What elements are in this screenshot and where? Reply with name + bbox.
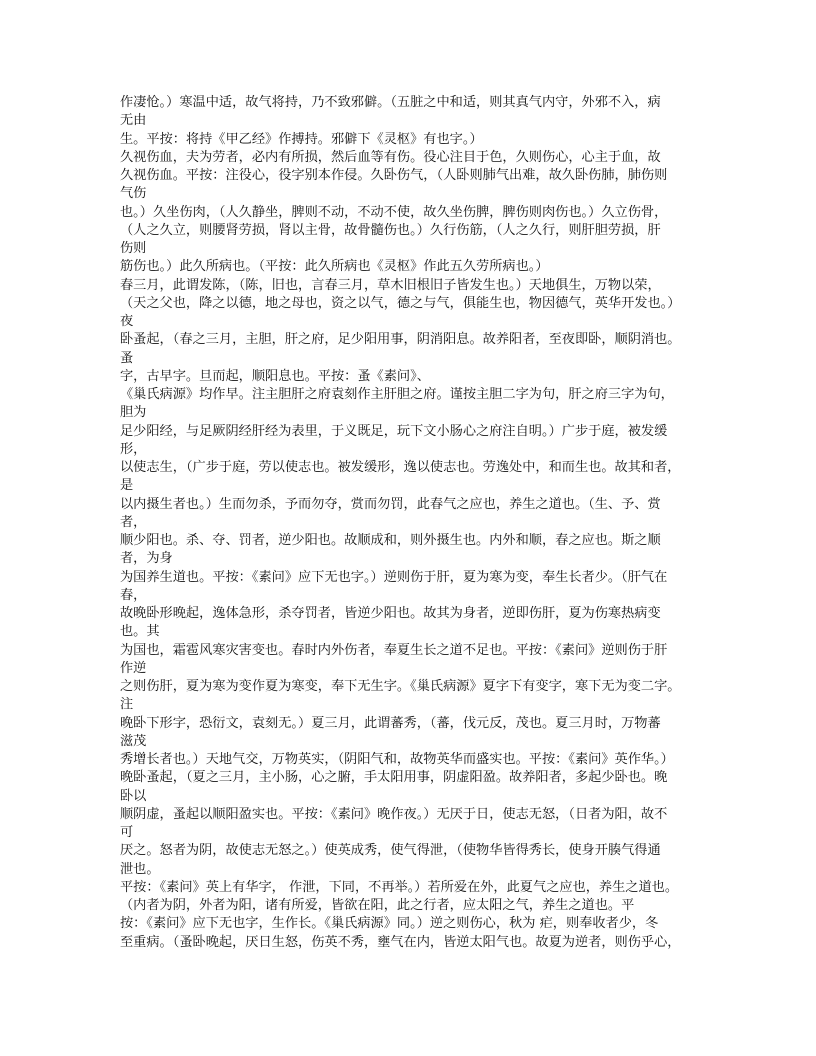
text-line: 春三月，此谓发陈，（陈，旧也，言春三月，草木旧根旧子皆发生也。）天地俱生，万物以荣， xyxy=(120,277,661,293)
text-line: 气伤 xyxy=(120,186,147,202)
text-line: 作凄怆。）寒温中适，故气将持，乃不致邪僻。（五脏之中和适，则其真气内守，外邪不入，病 xyxy=(120,95,661,110)
text-line: 故晚卧形晚起，逸体急形，杀夺罚者，皆逆少阳也。故其为身者，逆即伤肝，夏为伤寒热病变 xyxy=(120,606,661,621)
text-line: 者， xyxy=(120,514,147,530)
text-line: 夜 xyxy=(120,314,134,329)
text-line: 晚卧蚤起，（夏之三月，主小肠，心之腑，手太阳用事，阴虚阳盈。故养阳者，多起少卧也。晚 xyxy=(120,770,668,786)
text-line: 也。）久坐伤肉，（人久静坐，脾则不动，不动不使，故久坐伤脾，脾伤则肉伤也。）久立伤骨， xyxy=(120,204,668,220)
text-line: （内者为阴，外者为阳，诸有所爱，皆欲在阳，此之行者，应太阳之气，养生之道也。平 xyxy=(120,898,635,913)
text-line: 泄也。 xyxy=(120,861,160,877)
text-line: 秀增长者也。）天地气交，万物英实，（阴阳气和，故物英华而盛实也。平按：《素问》英作华。） xyxy=(120,752,674,767)
text-line: 以内摄生者也。）生而勿杀，予而勿夺，赏而勿罚，此春气之应也，养生之道也。（生、予、赏 xyxy=(120,496,661,512)
text-line: 字，古早字。旦而起，顺阳息也。平按：蚤《素问》、 xyxy=(120,368,430,384)
text-line: 无由 xyxy=(120,113,147,129)
text-line: 卧蚤起，（春之三月，主胆，肝之府，足少阳用事，阴消阳息。故养阳者，至夜即卧，顺阴消也。 xyxy=(120,332,681,348)
text-line: （天之父也，降之以德，地之母也，资之以气，德之与气，俱能生也，物因德气，英华开发也。） xyxy=(120,295,681,311)
text-line: 足少阳经，与足厥阴经肝经为表里，于义既足，玩下文小肠心之府注自明。）广步于庭，被发缓 xyxy=(120,423,668,439)
text-line: 是 xyxy=(120,478,134,494)
text-line: 顺阴虚，蚤起以顺阳盈实也。平按：《素问》晚作夜。）无厌于日，使志无怒，（日者为阳，故不 xyxy=(120,806,668,822)
text-line: 作逆 xyxy=(120,660,147,676)
text-line: 《巢氏病源》均作早。注主胆肝之府袁刻作主肝胆之府。谨按主胆二字为句，肝之府三字为句， xyxy=(120,387,674,402)
text-line: 伤则 xyxy=(120,241,147,256)
text-line: 春， xyxy=(120,587,147,603)
text-line: 生。平按：将持《甲乙经》作搏持。邪僻下《灵枢》有也字。） xyxy=(120,131,483,147)
text-line: 者，为身 xyxy=(120,551,173,567)
text-line: 平按：《素问》英上有华字， 作泄，下同，不再举。）若所爱在外，此夏气之应也，养生之道也。 xyxy=(120,879,679,895)
text-line: 以使志生，（广步于庭，劳以使志也。被发缓形，逸以使志也。劳逸处中，和而生也。故其和者， xyxy=(120,460,681,475)
text-line: 蚤 xyxy=(120,350,134,366)
text-line: 为国养生道也。平按：《素问》应下无也字。）逆则伤于肝，夏为寒为变，奉生长者少。（肝气在 xyxy=(120,569,668,585)
text-line: 晚卧下形字，恐衍文，袁刻无。）夏三月，此谓蕃秀，（蕃，伐元反，茂也。夏三月时，万物蕃 xyxy=(120,715,661,731)
document-page xyxy=(120,94,708,952)
text-line: 厌之。怒者为阴，故使志无怒之。）使英成秀，使气得泄，（使物华皆得秀长，使身开腠气得通 xyxy=(120,843,661,859)
text-line: 筋伤也。）此久所病也。（平按：此久所病也《灵枢》作此五久劳所病也。） xyxy=(120,259,549,275)
text-line: 形， xyxy=(120,441,147,457)
text-line: 也。其 xyxy=(120,624,160,640)
text-line: 久视伤血。平按：注役心，役字别本作侵。久卧伤气，（人卧则肺气出难，故久卧伤肺，肺伤则 xyxy=(120,168,668,183)
text-line: 胆为 xyxy=(120,405,147,421)
text-line: （人之久立，则腰肾劳损，肾以主骨，故骨髓伤也。）久行伤筋，（人之久行，则肝胆劳损，肝 xyxy=(120,222,661,238)
text-line: 之则伤肝，夏为寒为变作夏为寒变，奉下无生字。《巢氏病源》夏字下有变字，寒下无为变二字。 xyxy=(120,679,681,694)
text-line: 注 xyxy=(120,697,134,713)
text-line: 至重病。（蚤卧晚起，厌日生怒，伤英不秀，壅气在内，皆逆太阳气也。故夏为逆者，则伤乎心， xyxy=(120,934,681,950)
text-line: 可 xyxy=(120,825,134,840)
text-line: 卧以 xyxy=(120,788,147,804)
text-line: 为国也，霜雹风寒灾害变也。春时内外伤者，奉夏生长之道不足也。平按：《素问》逆则伤于肝 xyxy=(120,642,668,658)
text-line: 顺少阳也。杀、夺、罚者，逆少阳也。故顺成和，则外摄生也。内外和顺，春之应也。斯之顺 xyxy=(120,533,661,548)
text-line: 按：《素问》应下无也字，生作长。《巢氏病源》同。）逆之则伤心，秋为 疟，则奉收者少，冬 xyxy=(120,916,659,932)
text-line: 滋茂 xyxy=(120,733,147,749)
text-line: 久视伤血，夫为劳者，必内有所损，然后血等有伤。役心注目于色，久则伤心，心主于血，故 xyxy=(120,149,661,165)
